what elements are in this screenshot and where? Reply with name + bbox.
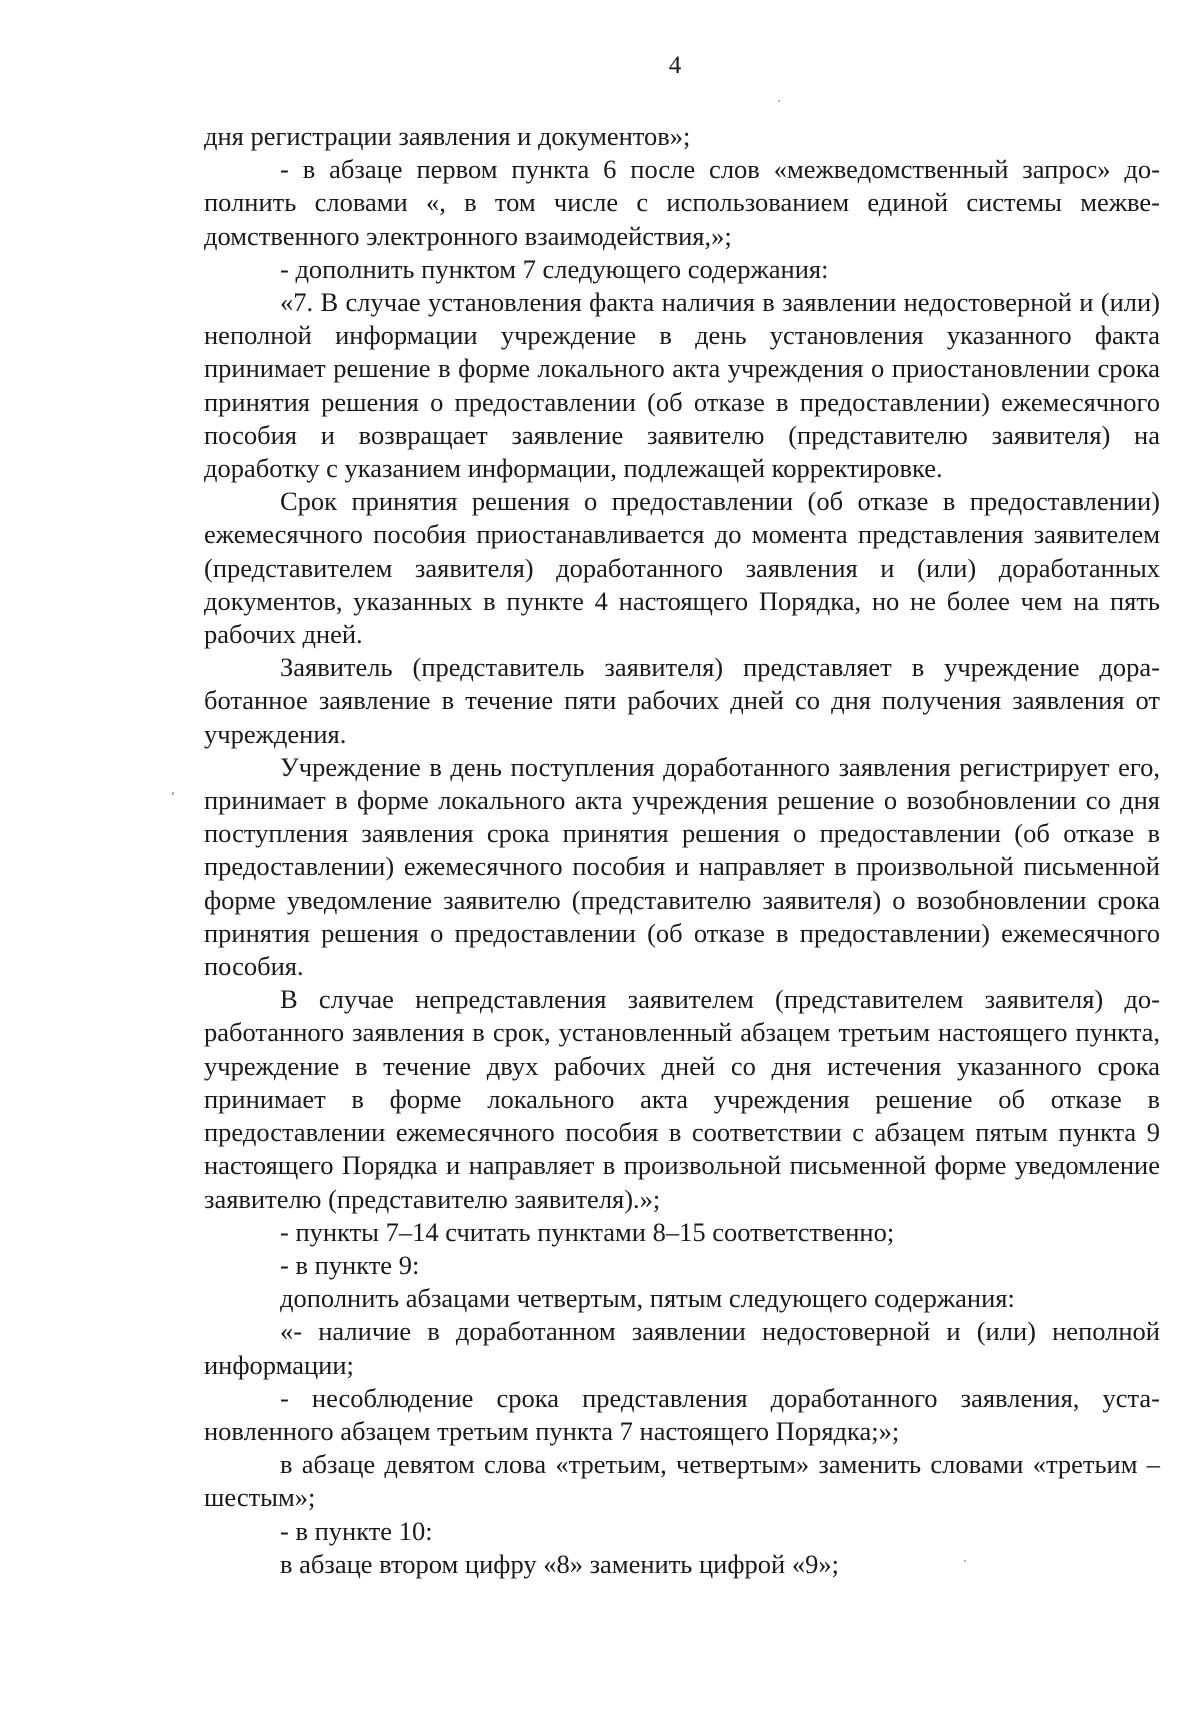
- document-body: [204, 120, 1160, 1581]
- paragraph-2: - в абзаце первом пункта 6 после слов «межведомственный запрос» дополнить словами «, в том числе с использованием единой системы межведомственного электронного взаимодействия,»;: [204, 154, 1160, 251]
- scan-speck: [172, 792, 174, 795]
- paragraph-1: дня регистрации заявления и документов»;: [204, 121, 691, 151]
- paragraph-14: в абзаце девятом слова «третьим, четвертым» заменить словами «третьим – шестым»;: [204, 1449, 1160, 1513]
- scan-speck: [964, 1560, 966, 1562]
- paragraph-15: - в пункте 10:: [280, 1515, 433, 1546]
- paragraph-16: в абзаце втором цифру «8» заменить цифрой «9»;: [280, 1548, 839, 1579]
- paragraph-5: Срок принятия решения о предоставлении (об отказе в предоставлении) ежемесячного пособия приостанавливается до момента представления заявителем (представителем заявителя) доработанного заявления и (или) доработанных документов, указанных в пункте 4 настоящего Порядка, но не более чем на пять рабочих дней.: [204, 486, 1160, 650]
- scan-speck: [778, 100, 780, 102]
- paragraph-3: - дополнить пунктом 7 следующего содержания:: [280, 253, 829, 284]
- paragraph-8: В случае непредставления заявителем (представителем заявителя) доработанного заявления в срок, установленный абзацем третьим настоящего пункта, учреждение в течение двух рабочих дней со дня истечения указанного срока принимает в форме локального акта учреждения решение об отказе в предоставлении ежемесячного пособия в соответствии с абзацем пятым пункта 9 настоящего Порядка и направляет в произвольной письменной форме уведомление заявителю (представителю заявителя).»;: [204, 984, 1160, 1214]
- paragraph-10: - в пункте 9:: [280, 1249, 420, 1280]
- paragraph-11: дополнить абзацами четвертым, пятым следующего содержания:: [280, 1283, 1015, 1314]
- paragraph-7: Учреждение в день поступления доработанного заявления регистрирует его, принимает в форме локального акта учреждения решение о возобновлении со дня поступления заявления срока принятия решения о предоставлении (об отказе в предоставлении) ежемесячного пособия и направляет в произвольной письменной форме уведомление заявителю (представителю заявителя) о возобновлении срока принятия решения о предоставлении (об отказе в предоставлении) ежемесячного пособия.: [204, 751, 1160, 982]
- paragraph-12: «- наличие в доработанном заявлении недостоверной и (или) неполной информации;: [204, 1316, 1160, 1380]
- page-number: 4: [668, 52, 682, 79]
- paragraph-13: - несоблюдение срока представления доработанного заявления, установленного абзацем третьим пункта 7 настоящего Порядка;»;: [204, 1382, 1160, 1446]
- paragraph-4: «7. В случае установления факта наличия в заявлении недостоверной и (или) неполной информации учреждение в день установления указанного факта принимает решение в форме локального акта учреждения о приостановлении срока принятия решения о предоставлении (об отказе в предоставлении) ежемесячного пособия и возвращает заявление заявителю (представителю заявителя) на доработку с указанием информации, подлежащей корректировке.: [204, 287, 1160, 484]
- paragraph-6: Заявитель (представитель заявителя) представляет в учреждение доработанное заявление в течение пяти рабочих дней со дня получения заявления от учреждения.: [204, 652, 1160, 749]
- paragraph-9: - пункты 7–14 считать пунктами 8–15 соответственно;: [280, 1216, 895, 1247]
